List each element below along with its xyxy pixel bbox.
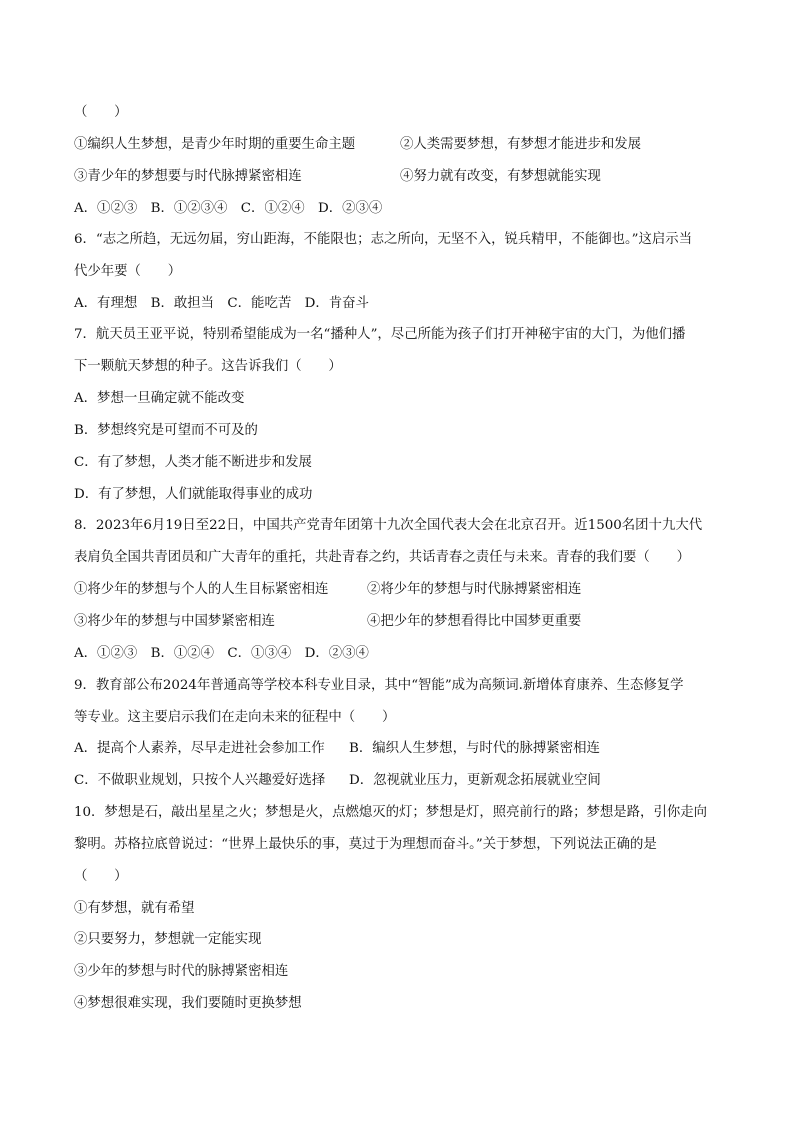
q7-stem-line2: 下一颗航天梦想的种子。这告诉我们（ ） <box>74 359 342 374</box>
q8-stem-line2: 表肩负全国共青团员和广大青年的重托，共赴青春之约，共话青春之责任与未来。青春的我们要（ ） <box>74 550 690 565</box>
q9-stem-line2: 等专业。这主要启示我们在走向未来的征程中（ ） <box>74 710 396 725</box>
q10-option-3: ③少年的梦想与时代的脉搏紧密相连 <box>74 964 289 979</box>
q7-option-b: B．梦想终究是可望而不可及的 <box>74 423 258 438</box>
q9-stem-line1: 9．教育部公布2024年普通高等学校本科专业目录，其中“智能”成为高频词.新增体育康养、生态修复学 <box>74 678 684 693</box>
q9-option-b: B．编织人生梦想，与时代的脉搏紧密相连 <box>349 741 600 756</box>
q6-stem-line1: 6．“志之所趋，无远勿届，穷山距海，不能限也；志之所向，无坚不入，锐兵精甲，不能御也。”这启示当 <box>74 232 693 247</box>
q5-choices: A．①②③ B．①②③④ C．①②④ D．②③④ <box>74 201 383 216</box>
q8-option-4: ④把少年的梦想看得比中国梦更重要 <box>367 614 582 629</box>
q8-stem-line1: 8．2023年6月19日至22日，中国共产党青年团第十九次全国代表大会在北京召开。近1500名团十九大代 <box>74 518 703 533</box>
q10-option-4: ④梦想很难实现，我们要随时更换梦想 <box>74 996 302 1011</box>
q7-option-d: D．有了梦想，人们就能取得事业的成功 <box>74 487 313 502</box>
q6-stem-line2: 代少年要（ ） <box>74 264 182 279</box>
q10-option-2: ②只要努力，梦想就一定能实现 <box>74 932 262 947</box>
q10-stem-end: （ ） <box>74 869 128 884</box>
q7-option-c: C．有了梦想，人类才能不断进步和发展 <box>74 455 312 470</box>
q7-stem-line1: 7．航天员王亚平说，特别希望能成为一名“播种人”，尽己所能为孩子们打开神秘宇宙的大门，为他们播 <box>74 327 686 342</box>
q5-stem-end: （ ） <box>74 105 128 120</box>
q7-option-a: A．梦想一旦确定就不能改变 <box>74 391 245 406</box>
q8-choices: A．①②③ B．①②④ C．①③④ D．②③④ <box>74 646 369 661</box>
q5-option-2: ②人类需要梦想，有梦想才能进步和发展 <box>400 137 642 152</box>
q5-option-4: ④努力就有改变，有梦想就能实现 <box>400 169 601 184</box>
q10-option-1: ①有梦想，就有希望 <box>74 901 195 916</box>
q9-option-a: A．提高个人素养，尽早走进社会参加工作 <box>74 741 325 756</box>
q10-stem-line2: 黎明。苏格拉底曾说过：“世界上最快乐的事，莫过于为理想而奋斗。”关于梦想，下列说法正确的是 <box>74 837 657 852</box>
q9-option-d: D．忽视就业压力，更新观念拓展就业空间 <box>349 773 601 788</box>
q10-stem-line1: 10．梦想是石，敲出星星之火；梦想是火，点燃熄灭的灯；梦想是灯，照亮前行的路；梦想是路，引你走向 <box>74 805 708 820</box>
q5-option-1: ①编织人生梦想，是青少年时期的重要生命主题 <box>74 137 356 152</box>
q9-option-c: C．不做职业规划，只按个人兴趣爱好选择 <box>74 773 326 788</box>
q8-option-2: ②将少年的梦想与时代脉搏紧密相连 <box>367 582 582 597</box>
q8-option-1: ①将少年的梦想与个人的人生目标紧密相连 <box>74 582 329 597</box>
q5-option-3: ③青少年的梦想要与时代脉搏紧密相连 <box>74 169 302 184</box>
q8-option-3: ③将少年的梦想与中国梦紧密相连 <box>74 614 275 629</box>
q6-choices: A．有理想 B．敢担当 C．能吃苦 D．肯奋斗 <box>74 296 369 311</box>
